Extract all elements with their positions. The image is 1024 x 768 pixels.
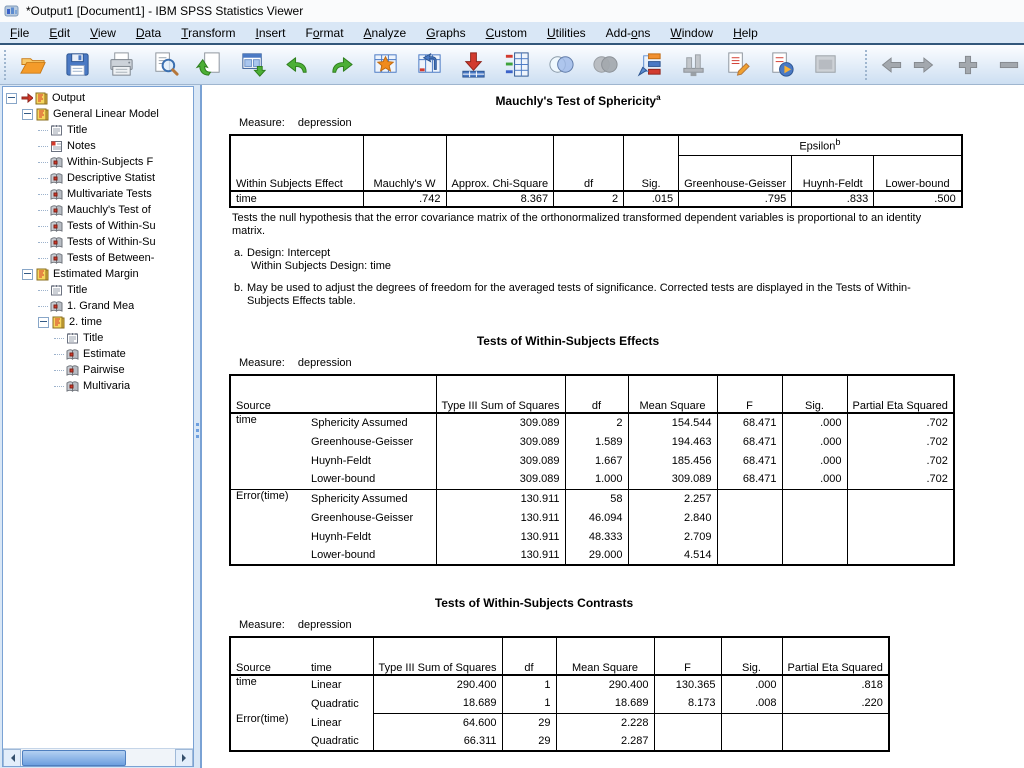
- table-cell: .795: [679, 191, 792, 207]
- column-header: F: [654, 637, 721, 675]
- table-cell: 130.911: [436, 489, 565, 508]
- measure-line: Measure: depression: [239, 357, 352, 369]
- title-node-icon: [50, 284, 63, 297]
- table-node-icon: [50, 300, 63, 313]
- table-cell: .015: [624, 191, 679, 207]
- promote-icon[interactable]: [879, 49, 905, 81]
- window-titlebar: [0, 0, 1024, 22]
- table-cell: 309.089: [436, 432, 565, 451]
- menu-add-ons[interactable]: Add-ons: [605, 25, 651, 40]
- use-variable-sets-icon[interactable]: [545, 49, 577, 81]
- column-header: df: [565, 375, 628, 413]
- table-cell: 154.544: [628, 413, 717, 432]
- sidebar-hscrollbar[interactable]: [3, 748, 193, 766]
- column-header: Sig.: [782, 375, 847, 413]
- open-icon[interactable]: [17, 49, 49, 81]
- column-header: Approx. Chi-Square: [446, 135, 554, 191]
- tree-connector: [38, 209, 48, 211]
- tree-item-mauchlys-test[interactable]: Mauchly's Test of: [3, 202, 193, 218]
- table-cell: [654, 713, 721, 732]
- main-area: [0, 85, 1024, 768]
- table-node-icon: [50, 220, 63, 233]
- table-cell: [717, 489, 782, 508]
- variables-icon[interactable]: [501, 49, 533, 81]
- table-cell: 1: [502, 675, 556, 694]
- tree-item-output[interactable]: Output: [3, 90, 193, 106]
- table-cell: 4.514: [628, 546, 717, 565]
- column-header: Lower-bound: [874, 155, 962, 191]
- goto-data-icon[interactable]: [457, 49, 489, 81]
- table-row: [230, 191, 962, 207]
- designate-window-icon[interactable]: [809, 49, 841, 81]
- column-header: F: [717, 375, 782, 413]
- wse-table-title: Tests of Within-Subjects Effects: [476, 334, 660, 348]
- tree-item-grand-mean[interactable]: 1. Grand Mea: [3, 298, 193, 314]
- select-cases-icon[interactable]: [721, 49, 753, 81]
- row-label: Error(time): [230, 489, 306, 565]
- column-header: df: [554, 135, 624, 191]
- table-node-icon: [66, 364, 79, 377]
- content-pane: [200, 85, 1024, 768]
- tree-item-tests-within-subjects-effects[interactable]: Tests of Within-Su: [3, 218, 193, 234]
- tree-item-descriptive-statistics[interactable]: Descriptive Statist: [3, 170, 193, 186]
- table-cell: Lower-bound: [306, 470, 436, 489]
- table-cell: Quadratic: [306, 694, 373, 713]
- table-cell: .702: [926, 454, 948, 467]
- table-cell: 1.667: [565, 451, 628, 470]
- table-cell: 8.367: [446, 191, 554, 207]
- table-cell: [721, 732, 782, 751]
- table-cell: .000: [782, 451, 847, 470]
- column-header: Greenhouse-Geisser: [679, 155, 792, 191]
- table-cell: 18.689: [556, 694, 654, 713]
- menu-help[interactable]: Help: [733, 25, 758, 40]
- table-cell: .702: [926, 435, 948, 448]
- tree-item-title[interactable]: Title: [3, 122, 193, 138]
- recall-dialogs-icon[interactable]: [237, 49, 269, 81]
- table-cell: 130.911: [436, 527, 565, 546]
- table-cell: 8.173: [654, 694, 721, 713]
- table-cell: 2: [565, 413, 628, 432]
- tree-connector: [54, 385, 64, 387]
- table-cell: 58: [565, 489, 628, 508]
- table-cell: [847, 546, 954, 565]
- tree-connector: [38, 161, 48, 163]
- column-header: Sig.: [721, 637, 782, 675]
- scroll-left-arrow-icon: [7, 754, 15, 762]
- table-node-icon: [50, 204, 63, 217]
- table-cell: [721, 713, 782, 732]
- table-cell: 194.463: [628, 432, 717, 451]
- tree-connector: [38, 241, 48, 243]
- menu-insert[interactable]: Insert: [255, 25, 286, 40]
- table-cell: 309.089: [436, 451, 565, 470]
- menu-graphs[interactable]: Graphs: [426, 25, 466, 40]
- tree-item-estimated-marginal-means[interactable]: Estimated Margin: [3, 266, 193, 282]
- tree-item-notes[interactable]: Notes: [3, 138, 193, 154]
- table-row: [230, 694, 889, 713]
- measure-line: Measure: depression: [239, 619, 352, 631]
- table-row: [230, 508, 954, 527]
- expand-icon[interactable]: [955, 49, 981, 81]
- window-title: *Output1 [Document1] - IBM SPSS Statistics Viewer: [26, 4, 304, 18]
- table-row: [230, 675, 889, 694]
- menu-transform[interactable]: Transform: [181, 25, 236, 40]
- table-cell: Linear: [306, 713, 373, 732]
- table-node-icon: [50, 236, 63, 249]
- export-icon[interactable]: [193, 49, 225, 81]
- table-cell: .000: [782, 432, 847, 451]
- output-node-icon: [36, 108, 49, 121]
- table-row: [230, 489, 954, 508]
- table-cell: 2: [554, 191, 624, 207]
- table-row: [230, 432, 954, 451]
- column-header: df: [502, 637, 556, 675]
- table-cell: .702: [926, 473, 948, 486]
- show-all-variables-icon[interactable]: [589, 49, 621, 81]
- title-node-icon: [50, 124, 63, 137]
- row-label: time: [236, 676, 257, 688]
- tree-connector: [54, 353, 64, 355]
- tree-connector: [54, 369, 64, 371]
- measure-line: Measure: depression: [239, 117, 352, 129]
- table-node-icon: [50, 252, 63, 265]
- tree-item-tests-within-subjects-contrasts[interactable]: Tests of Within-Su: [3, 234, 193, 250]
- table-row: [230, 527, 954, 546]
- output-node-icon: [52, 316, 65, 329]
- column-header: Type III Sum of Squares: [436, 375, 565, 413]
- collapse-icon[interactable]: [996, 49, 1022, 81]
- table-footnote-a: a. Design: Intercept Within Subjects Design: time: [234, 247, 391, 272]
- menu-file[interactable]: File: [10, 25, 30, 40]
- scroll-thumb[interactable]: [22, 750, 126, 766]
- table-row: [230, 546, 954, 565]
- scroll-track[interactable]: [21, 750, 175, 765]
- table-cell: 29.000: [565, 546, 628, 565]
- wsc-table-title: Tests of Within-Subjects Contrasts: [434, 596, 634, 610]
- table-cell: Greenhouse-Geisser: [306, 508, 436, 527]
- tree-item-multivariate[interactable]: Multivaria: [3, 378, 193, 394]
- column-header: Huynh-Feldt: [792, 155, 874, 191]
- table-cell: 2.257: [628, 489, 717, 508]
- table-row: [230, 732, 889, 751]
- table-cell: 1.000: [565, 470, 628, 489]
- redo-icon[interactable]: [325, 49, 357, 81]
- column-group-header: Epsilon$^b$: [679, 135, 962, 155]
- table-cell: [847, 508, 954, 527]
- tree-expander[interactable]: [6, 93, 17, 104]
- table-cell: Lower-bound: [306, 546, 436, 565]
- output-node-icon: [35, 92, 48, 105]
- table-cell: 185.456: [628, 451, 717, 470]
- tree-item-within-subjects-factors[interactable]: Within-Subjects F: [3, 154, 193, 170]
- table-cell: [847, 489, 954, 508]
- table-row: [230, 713, 889, 732]
- table-node-icon: [66, 380, 79, 393]
- table-cell: 2.287: [556, 732, 654, 751]
- tree-connector: [38, 257, 48, 259]
- table-cell: 2.228: [556, 713, 654, 732]
- scroll-right-arrow-icon: [182, 754, 190, 762]
- mauchly-table[interactable]: [229, 134, 963, 208]
- table-footnote-main: Tests the null hypothesis that the error covariance matrix of the orthonormalized transformed dependent variables is proportional to an identity matrix.: [232, 212, 922, 237]
- tree-expander[interactable]: [38, 317, 49, 328]
- table-node-icon: [50, 172, 63, 185]
- menu-data[interactable]: Data: [135, 25, 162, 40]
- run-script-icon[interactable]: [765, 49, 797, 81]
- table-node-icon: [50, 188, 63, 201]
- column-header: Within Subjects Effect: [230, 135, 363, 191]
- table-cell: 1: [502, 694, 556, 713]
- menu-edit[interactable]: Edit: [49, 25, 71, 40]
- undo-icon[interactable]: [281, 49, 313, 81]
- tree-item-pairwise-comparisons[interactable]: Pairwise: [3, 362, 193, 378]
- table-row: [230, 451, 954, 470]
- table-cell: 309.089: [436, 413, 565, 432]
- title-node-icon: [66, 332, 79, 345]
- table-cell: 66.311: [373, 732, 502, 751]
- tree-item-emm-title[interactable]: Title: [3, 282, 193, 298]
- table-cell: Linear: [306, 675, 373, 694]
- table-cell: 2.840: [628, 508, 717, 527]
- column-header: time: [306, 637, 373, 675]
- table-cell: 2.709: [628, 527, 717, 546]
- table-cell: 18.689: [373, 694, 502, 713]
- main-toolbar: [0, 45, 1024, 85]
- table-cell: 29: [502, 713, 556, 732]
- splitter-grip-icon: [196, 423, 199, 426]
- column-header: Partial Eta Squared: [847, 375, 954, 413]
- table-cell: [782, 713, 889, 732]
- table-cell: 68.471: [717, 470, 782, 489]
- table-cell: [782, 527, 847, 546]
- table-cell: .000: [721, 675, 782, 694]
- table-cell: .220: [861, 697, 883, 710]
- table-cell: .000: [782, 413, 847, 432]
- goto-variable-icon[interactable]: [413, 49, 445, 81]
- table-footnote-b: b. May be used to adjust the degrees of freedom for the averaged tests of significance. Corrected tests are displayed in the Tests of Within-Subjects Effects table.: [234, 282, 911, 307]
- table-cell: [654, 732, 721, 751]
- table-cell: 48.333: [565, 527, 628, 546]
- table-cell: 1.589: [565, 432, 628, 451]
- table-cell: 130.911: [436, 508, 565, 527]
- notes-node-icon: [50, 140, 63, 153]
- scroll-right-button[interactable]: [175, 749, 193, 767]
- table-cell: [717, 508, 782, 527]
- goto-case-icon[interactable]: [369, 49, 401, 81]
- table-cell: .500: [934, 193, 956, 205]
- table-node-icon: [66, 348, 79, 361]
- table-cell: 29: [502, 732, 556, 751]
- menu-analyze[interactable]: Analyze: [363, 25, 407, 40]
- print-preview-icon[interactable]: [149, 49, 181, 81]
- toolbar-separator: [865, 50, 873, 80]
- column-header: Source: [230, 375, 436, 413]
- app-icon: [4, 3, 21, 19]
- tree-connector: [38, 177, 48, 179]
- save-icon[interactable]: [61, 49, 93, 81]
- tree-item-general-linear-model[interactable]: General Linear Model: [3, 106, 193, 122]
- table-cell: [782, 732, 889, 751]
- column-header: Sig.: [624, 135, 679, 191]
- menu-format[interactable]: Format: [305, 25, 344, 40]
- tree-connector: [38, 305, 48, 307]
- outline-tree: [3, 90, 193, 748]
- menu-custom[interactable]: Custom: [485, 25, 527, 40]
- column-header: Partial Eta Squared: [782, 637, 889, 675]
- tree-expander[interactable]: [22, 109, 33, 120]
- table-cell: [847, 527, 954, 546]
- table-cell: Quadratic: [306, 732, 373, 751]
- column-header: Type III Sum of Squares: [373, 637, 502, 675]
- table-cell: .000: [782, 470, 847, 489]
- table-cell: .008: [721, 694, 782, 713]
- scroll-left-button[interactable]: [3, 749, 21, 767]
- table-cell: .702: [926, 417, 948, 429]
- menu-window[interactable]: Window: [670, 25, 714, 40]
- table-cell: 68.471: [717, 413, 782, 432]
- mauchly-table-title: Mauchly's Test of Sphericity$^a$: [495, 93, 661, 108]
- table-cell: Greenhouse-Geisser: [306, 432, 436, 451]
- table-cell: [782, 489, 847, 508]
- table-cell: 290.400: [373, 675, 502, 694]
- table-cell: Sphericity Assumed: [306, 413, 436, 432]
- tree-item-time-group[interactable]: 2. time: [3, 314, 193, 330]
- tree-connector: [54, 337, 64, 339]
- table-cell: 68.471: [717, 432, 782, 451]
- tree-item-estimates[interactable]: Estimate: [3, 346, 193, 362]
- column-header: Mauchly's W: [363, 135, 446, 191]
- tree-connector: [38, 289, 48, 291]
- table-row: [230, 470, 954, 489]
- table-cell: Huynh-Feldt: [306, 527, 436, 546]
- table-cell: 46.094: [565, 508, 628, 527]
- tree-connector: [38, 193, 48, 195]
- wse-table[interactable]: [229, 374, 955, 566]
- table-cell: 68.471: [717, 451, 782, 470]
- tree-expander[interactable]: [22, 269, 33, 280]
- table-cell: 309.089: [628, 470, 717, 489]
- column-header: Mean Square: [556, 637, 654, 675]
- split-file-icon[interactable]: [633, 49, 665, 81]
- wsc-table[interactable]: [229, 636, 890, 752]
- table-cell: 309.089: [436, 470, 565, 489]
- table-cell: 290.400: [556, 675, 654, 694]
- current-item-arrow-icon: [21, 93, 33, 103]
- weight-cases-icon[interactable]: [677, 49, 709, 81]
- menu-view[interactable]: View: [90, 25, 116, 40]
- table-row: [230, 413, 954, 432]
- tree-item-multivariate-tests[interactable]: Multivariate Tests: [3, 186, 193, 202]
- column-header: Mean Square: [628, 375, 717, 413]
- menu-bar: [0, 22, 1024, 45]
- print-icon[interactable]: [105, 49, 137, 81]
- table-cell: .833: [792, 191, 874, 207]
- demote-icon[interactable]: [910, 49, 936, 81]
- table-cell: .742: [363, 191, 446, 207]
- table-cell: .818: [861, 679, 883, 691]
- tree-connector: [38, 129, 48, 131]
- table-cell: [782, 546, 847, 565]
- toolbar-drag-handle[interactable]: [4, 50, 11, 80]
- tree-connector: [38, 225, 48, 227]
- table-cell: Huynh-Feldt: [306, 451, 436, 470]
- table-cell: Sphericity Assumed: [306, 489, 436, 508]
- table-cell: [717, 546, 782, 565]
- table-cell: 64.600: [373, 713, 502, 732]
- tree-item-time-title[interactable]: Title: [3, 330, 193, 346]
- table-cell: time: [230, 191, 363, 207]
- output-node-icon: [36, 268, 49, 281]
- table-cell: [782, 508, 847, 527]
- table-cell: [717, 527, 782, 546]
- outline-pane: [2, 86, 194, 767]
- table-cell: 130.911: [436, 546, 565, 565]
- table-node-icon: [50, 156, 63, 169]
- tree-connector: [38, 145, 48, 147]
- row-label: Error(time): [236, 713, 289, 725]
- table-cell: 130.365: [654, 675, 721, 694]
- column-header: Source: [230, 637, 306, 675]
- tree-item-tests-between-subjects[interactable]: Tests of Between-: [3, 250, 193, 266]
- row-label: time: [236, 414, 257, 426]
- menu-utilities[interactable]: Utilities: [546, 25, 586, 40]
